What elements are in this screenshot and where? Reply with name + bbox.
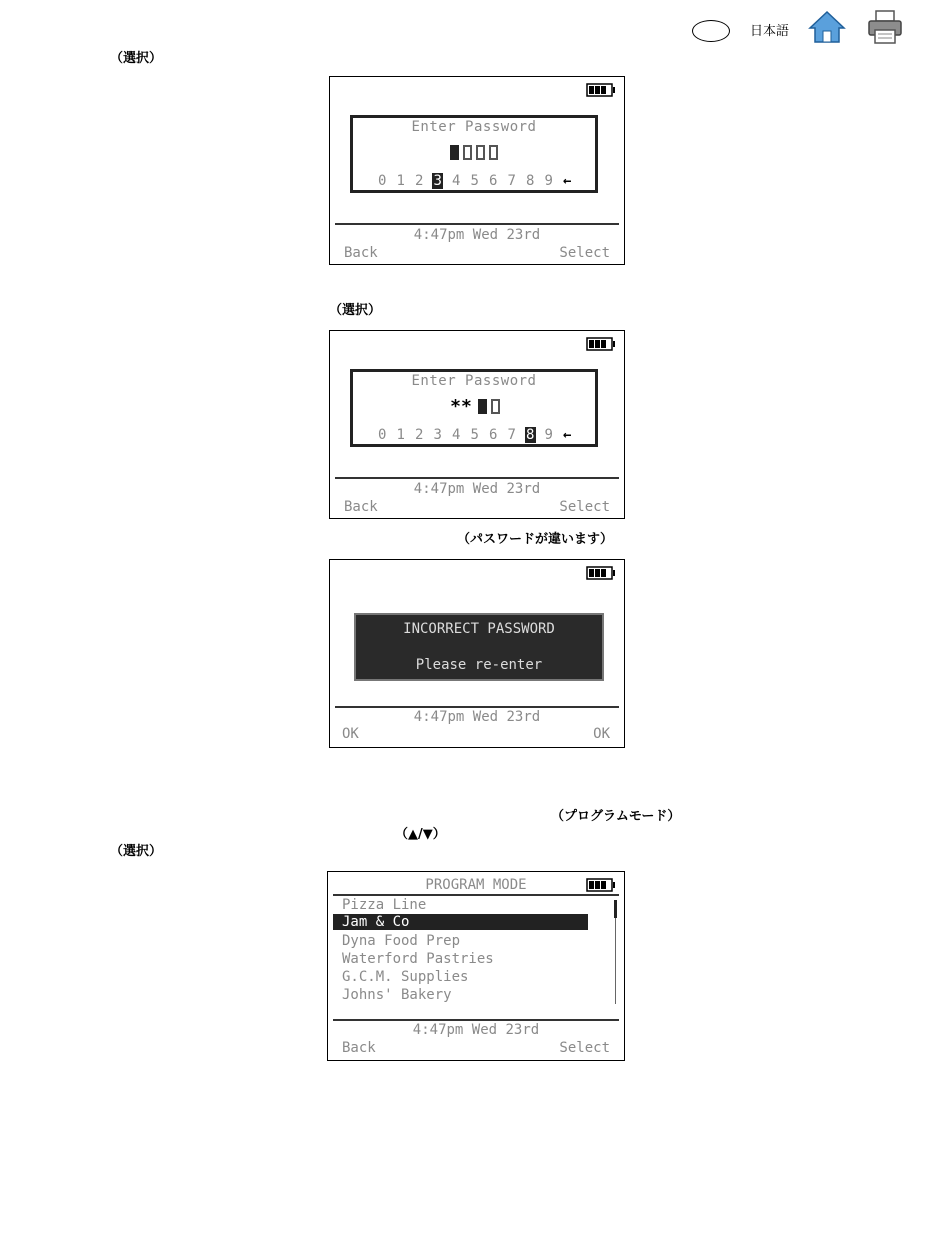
softkey-ok-left[interactable]: OK	[342, 726, 359, 742]
list-item[interactable]: G.C.M. Supplies	[342, 969, 469, 985]
lcd-screen-enter-password	[329, 330, 625, 519]
dialog-title: Enter Password	[411, 373, 537, 389]
backspace-arrow-icon[interactable]: ←	[563, 427, 572, 443]
softkey-back[interactable]: Back	[344, 499, 378, 515]
status-bar-time: 4:47pm Wed 23rd	[413, 227, 541, 243]
select-caption: （選択）	[110, 51, 163, 66]
digit-selected[interactable]: 3	[433, 173, 442, 189]
digit[interactable]: 2	[415, 173, 424, 189]
list-item[interactable]: Dyna Food Prep	[342, 933, 461, 949]
softkey-ok-right[interactable]: OK	[593, 726, 610, 742]
password-empty-box	[489, 145, 498, 160]
softkey-select[interactable]: Select	[559, 1040, 610, 1056]
softkey-back[interactable]: Back	[344, 245, 378, 261]
error-instruction: Please re-enter	[415, 657, 543, 673]
status-bar-time: 4:47pm Wed 23rd	[413, 481, 541, 497]
scrollbar[interactable]	[615, 900, 616, 1004]
dialog-title: Enter Password	[411, 119, 537, 135]
status-bar-time: 4:47pm Wed 23rd	[412, 1022, 540, 1038]
digit[interactable]: 3	[433, 427, 442, 443]
digit[interactable]: 6	[489, 173, 498, 189]
divider	[333, 1019, 619, 1021]
password-empty-box	[463, 145, 472, 160]
digit[interactable]: 5	[470, 173, 479, 189]
digit-selected[interactable]: 8	[526, 427, 535, 443]
password-entered: **	[450, 396, 472, 417]
softkey-select[interactable]: Select	[559, 245, 610, 261]
scrollbar-thumb[interactable]	[614, 900, 617, 918]
screen-title: PROGRAM MODE	[425, 877, 527, 893]
status-bar-time: 4:47pm Wed 23rd	[413, 709, 541, 725]
digit[interactable]: 4	[452, 427, 461, 443]
digit[interactable]: 1	[396, 173, 405, 189]
divider	[335, 706, 619, 708]
wrong-password-caption: （パスワードが違います）	[457, 532, 614, 547]
lcd-screen-incorrect-password	[329, 559, 625, 748]
password-cursor-box	[450, 145, 459, 160]
password-cursor-box	[478, 399, 487, 414]
printer-icon[interactable]	[866, 9, 904, 45]
list-item-highlighted[interactable]: Jam & Co	[333, 914, 588, 930]
digit[interactable]: 0	[378, 173, 387, 189]
digit[interactable]: 8	[526, 173, 535, 189]
digit[interactable]: 1	[396, 427, 405, 443]
digit[interactable]: 4	[452, 173, 461, 189]
error-title: INCORRECT PASSWORD	[403, 621, 555, 637]
language-oval-icon[interactable]	[692, 20, 730, 42]
select-caption: （選択）	[110, 844, 163, 859]
language-link[interactable]: 日本語	[750, 24, 790, 39]
password-dialog	[350, 115, 598, 193]
password-empty-box	[491, 399, 500, 414]
home-icon[interactable]	[808, 9, 846, 45]
digit[interactable]: 6	[489, 427, 498, 443]
password-empty-box	[476, 145, 485, 160]
password-entry-boxes	[353, 142, 595, 162]
divider	[335, 477, 619, 479]
digit[interactable]: 5	[470, 427, 479, 443]
list-item[interactable]: Johns' Bakery	[342, 987, 452, 1003]
softkey-back[interactable]: Back	[342, 1040, 376, 1056]
select-caption: （選択）	[329, 303, 382, 318]
lcd-screen-enter-password	[329, 76, 625, 265]
password-dialog	[350, 369, 598, 447]
digit-selector[interactable]	[373, 427, 577, 443]
digit[interactable]: 2	[415, 427, 424, 443]
divider	[335, 223, 619, 225]
battery-icon	[586, 566, 616, 580]
digit[interactable]: 7	[507, 427, 516, 443]
password-entry-boxes	[353, 396, 595, 416]
digit[interactable]: 9	[544, 173, 553, 189]
up-down-caption: （▲/▼）	[395, 827, 446, 842]
lcd-screen-program-mode	[327, 871, 625, 1061]
program-mode-caption: （プログラムモード）	[551, 809, 681, 824]
battery-icon	[586, 337, 616, 351]
list-item[interactable]: Waterford Pastries	[342, 951, 494, 967]
digit[interactable]: 7	[507, 173, 516, 189]
digit-selector[interactable]	[373, 173, 577, 189]
battery-icon	[586, 83, 616, 97]
error-message-box	[354, 613, 604, 681]
list-item[interactable]: Pizza Line	[342, 897, 427, 913]
digit[interactable]: 0	[378, 427, 387, 443]
battery-icon	[586, 878, 616, 892]
backspace-arrow-icon[interactable]: ←	[563, 173, 572, 189]
digit[interactable]: 9	[544, 427, 553, 443]
divider	[333, 894, 619, 896]
softkey-select[interactable]: Select	[559, 499, 610, 515]
